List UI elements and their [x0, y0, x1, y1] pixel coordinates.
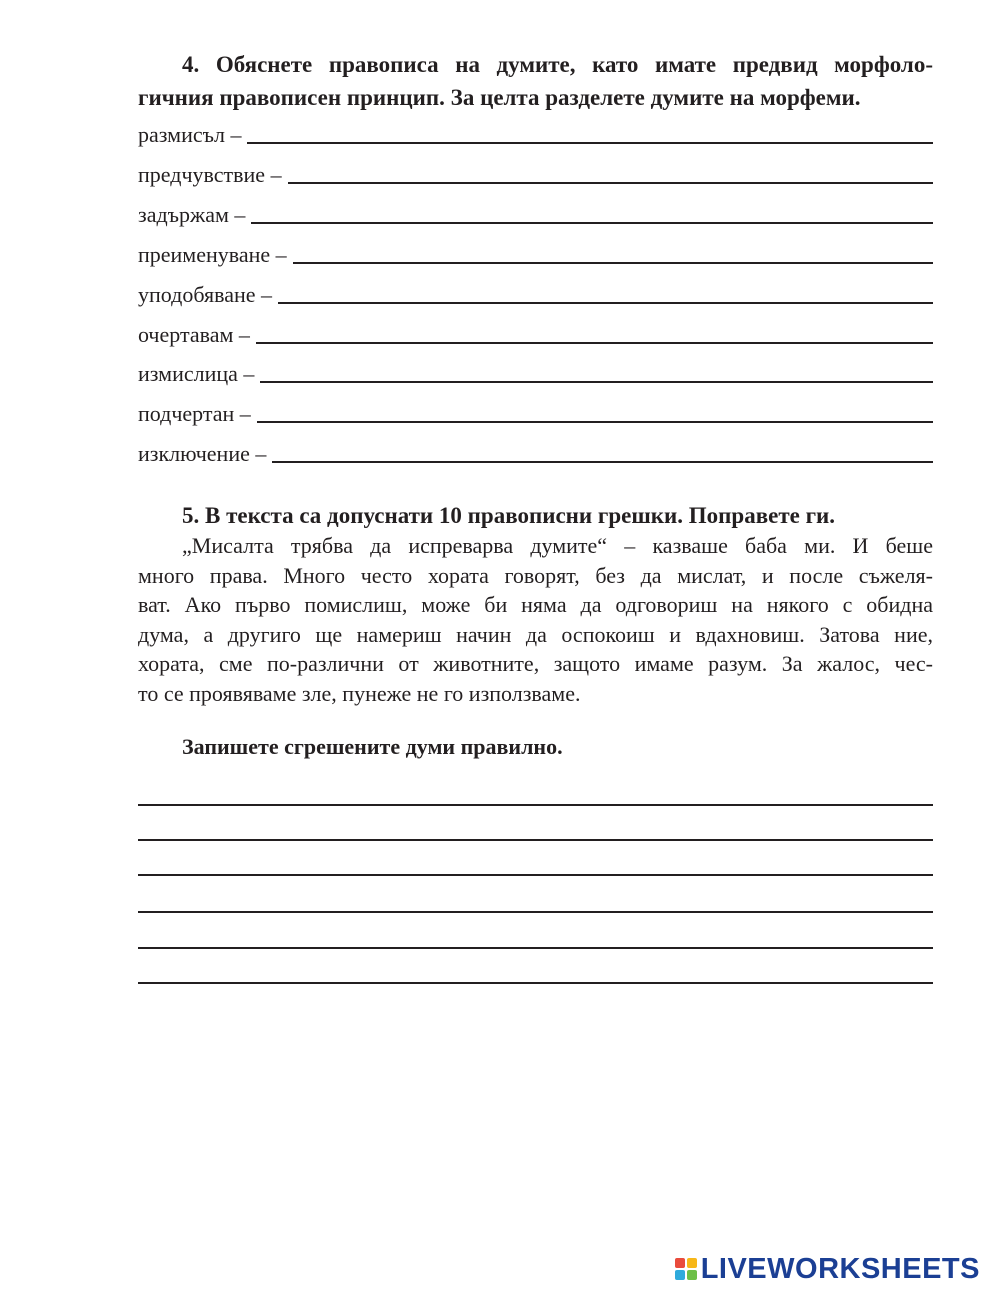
task5-paragraph [138, 531, 933, 708]
word-label: изключение – [138, 441, 267, 466]
word-row [138, 277, 933, 307]
word-label: измислица – [138, 361, 255, 386]
word-row [138, 237, 933, 267]
word-row [138, 317, 933, 347]
answer-blank[interactable] [257, 421, 933, 423]
word-row [138, 197, 933, 227]
paragraph-line: много права. Много често хората говорят, без да мислат, и после съжеля- [138, 562, 933, 588]
word-row [138, 356, 933, 386]
word-label: уподобяване – [138, 282, 272, 307]
task4-heading-line1: 4. Обяснете правописа на думите, като имате предвид морфоло- [182, 52, 933, 77]
answer-line[interactable] [138, 947, 933, 949]
word-row [138, 157, 933, 187]
answer-line[interactable] [138, 874, 933, 876]
word-row [138, 117, 933, 147]
paragraph-line: ват. Ако първо помислиш, може би няма да одговориш на някого с обидна [138, 592, 933, 617]
answer-line[interactable] [138, 911, 933, 913]
answer-line[interactable] [138, 982, 933, 984]
task4-heading [138, 48, 933, 114]
liveworksheets-logo-icon [675, 1258, 697, 1280]
answer-blank[interactable] [256, 342, 933, 344]
write-corrected-heading: Запишете сгрешените думи правилно. [182, 734, 563, 759]
answer-blank[interactable] [251, 222, 933, 224]
word-label: подчертан – [138, 401, 251, 426]
word-label: предчувствие – [138, 162, 282, 187]
task5-heading: 5. В текста са допуснати 10 правописни грешки. Поправете ги. [182, 503, 836, 528]
paragraph-line: хората, сме по-различни от животните, защото имаме разум. За жалос, чес- [138, 651, 933, 676]
liveworksheets-logo [675, 1253, 980, 1285]
task4-heading-line2: гичния правописен принцип. За целта разделете думите на морфеми. [138, 85, 861, 110]
answer-blank[interactable] [288, 182, 933, 184]
paragraph-line: то се проявяваме зле, пунеже не го използваме. [138, 680, 581, 706]
word-row [138, 396, 933, 426]
answer-blank[interactable] [293, 262, 933, 264]
brand-name: LIVEWORKSHEETS [700, 1252, 980, 1285]
word-label: размисъл – [138, 122, 242, 147]
word-row [138, 436, 933, 466]
word-label: задържам – [138, 202, 246, 227]
word-label: преименуване – [138, 242, 287, 267]
word-label: очертавам – [138, 322, 250, 347]
paragraph-line: дума, а другиго ще намериш начин да оспокоиш и вдахновиш. Затова ние, [138, 621, 933, 647]
answer-blank[interactable] [260, 381, 933, 383]
answer-blank[interactable] [272, 461, 933, 463]
answer-blank[interactable] [278, 302, 933, 304]
answer-line[interactable] [138, 839, 933, 841]
answer-line[interactable] [138, 804, 933, 806]
paragraph-line: „Мисалта трябва да испреварва думите“ – казваше баба ми. И беше [182, 533, 933, 558]
answer-blank[interactable] [247, 142, 933, 144]
